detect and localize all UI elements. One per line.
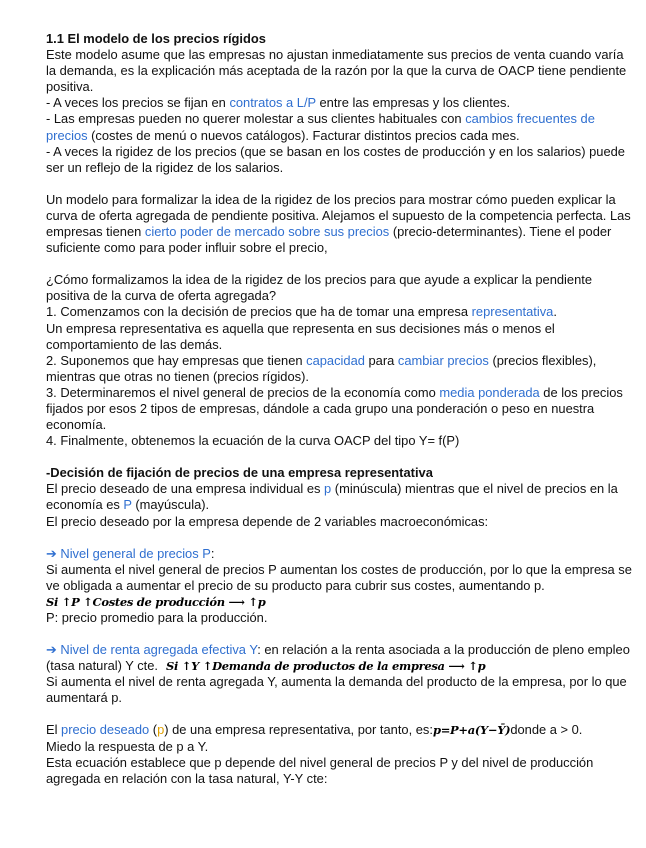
handwritten-equation: p=P+a(Y−Ȳ): [432, 723, 511, 738]
text: :: [210, 545, 215, 561]
text: .: [553, 304, 557, 320]
text: donde a > 0.: [510, 722, 583, 738]
bullet-wage-rigidity: - A veces la rigidez de los precios (que se basan en los costes de producción y en los salarios) puede ser un reflejo de la rigidez de los salarios.: [46, 143, 625, 175]
bullet-menu-costs: [46, 111, 632, 143]
highlight-income-level: ➔ Nivel de renta agregada efectiva Y: [46, 642, 258, 658]
paragraph-market-power: [46, 192, 632, 256]
highlight-representative: representativa: [471, 304, 554, 320]
text: Si aumenta el nivel general de precios P aumentan los costes de producción, por lo que la empresa se ve obligada a aumentar el precio de su producto para cubrir sus costes, aumentando p.: [46, 561, 632, 593]
highlight-change-prices: cambiar precios: [397, 352, 489, 368]
text: 3. Determinaremos el nivel general de precios de la economía como: [46, 384, 440, 400]
step-1: [46, 304, 632, 320]
highlight-price-changes: cambios frecuentes de precios: [46, 111, 595, 143]
text: (mayúscula).: [131, 497, 210, 513]
text: (costes de menú o nuevos catálogos). Facturar distintos precios cada mes.: [87, 127, 520, 143]
paragraph-desired-price-equation: [46, 722, 632, 738]
text: : en relación a la renta asociada a la producción de pleno empleo (tasa natural) Y cte.: [46, 642, 630, 674]
representative-definition: Un empresa representativa es aquella que representa en sus decisiones más o menos el comportamiento de las demás.: [46, 320, 555, 352]
text: (: [149, 722, 158, 738]
highlight-market-power: cierto poder de mercado sobre sus precios: [144, 224, 390, 240]
text: para: [364, 352, 398, 368]
text: de los precios fijados por esos 2 tipos de empresas, dándole a cada grupo una ponderación o peso en nuestra economía.: [46, 384, 623, 433]
text: Un modelo para formalizar la idea de la rigidez de los precios para mostrar cómo pueden explicar la curva de oferta agregada de pendiente positiva. Alejamos el supuesto de la competencia perfecta. Las empresas tienen: [46, 191, 631, 240]
text: ): [164, 722, 169, 738]
step-4: 4. Finalmente, obtenemos la ecuación de la curva OACP del tipo Y= f(P): [46, 433, 460, 449]
text: (precios flexibles), mientras que otras no tienen (precios rígidos).: [46, 352, 597, 384]
paragraph-income-effect: Si aumenta el nivel de renta agregada Y, aumenta la demanda del producto de la empresa, por lo que aumentará p.: [46, 674, 627, 706]
heading-price-level: [46, 546, 632, 562]
handwritten-note-demand: Si ↑Y ↑Demanda de productos de la empresa ⟶ ↑p: [166, 659, 486, 674]
highlight-desired-price: precio deseado: [61, 722, 150, 738]
text: 1. Comenzamos con la decisión de precios que ha de tomar una empresa: [46, 304, 472, 320]
text: (precio-determinantes). Tiene el poder suficiente como para poder influir sobre el precio,: [46, 224, 612, 256]
highlight-lower-p: p: [324, 481, 332, 497]
highlight-price-level: ➔ Nivel general de precios P: [46, 545, 211, 561]
text: - A veces los precios se fijan en: [46, 95, 230, 111]
paragraph-two-variables: El precio deseado por la empresa depende de 2 variables macroeconómicas:: [46, 513, 489, 529]
text: El: [46, 722, 62, 738]
text: (minúscula) mientras que el nivel de precios en la economía es: [46, 481, 618, 513]
handwritten-note-costs: Si ↑P ↑Costes de producción ⟶ ↑p: [46, 594, 266, 609]
paragraph-response: Miedo la respuesta de p a Y.: [46, 738, 209, 754]
highlight-capacity: capacidad: [306, 352, 365, 368]
price-average-definition: P: precio promedio para la producción.: [46, 610, 268, 625]
highlight-p-letter: p: [157, 722, 165, 738]
text: El precio deseado de una empresa individual es: [46, 481, 325, 497]
paragraph-question: ¿Cómo formalizamos la idea de la rigidez de los precios para que ayude a explicar la pendiente positiva de la curva de oferta agregada?: [46, 272, 593, 304]
paragraph-equation-explanation: Esta ecuación establece que p depende del nivel general de precios P y del nivel de producción agregada en relación con la tasa natural, Y-Y cte:: [46, 754, 594, 786]
text: entre las empresas y los clientes.: [315, 95, 511, 111]
section-title-rigid-prices: 1.1 El modelo de los precios rígidos: [46, 31, 266, 46]
highlight-upper-p: P: [123, 497, 132, 513]
text: de una empresa representativa, por tanto, es:: [168, 722, 433, 738]
text: - Las empresas pueden no querer molestar a sus clientes habituales con: [46, 111, 466, 127]
section-title-price-decision: -Decisión de fijación de precios de una empresa representativa: [46, 465, 433, 481]
bullet-contracts: [46, 95, 632, 111]
highlight-weighted-mean: media ponderada: [439, 384, 540, 400]
paragraph-model-intro: Este modelo asume que las empresas no ajustan inmediatamente sus precios de venta cuando varía la demanda, es la explicación más aceptada de la razón por la que la curva de OACP tiene pendiente positiva.: [46, 47, 627, 95]
step-2: [46, 353, 632, 385]
paragraph-income-level: [46, 642, 632, 674]
highlight-contracts: contratos a L/P: [229, 95, 316, 111]
paragraph-price-level: [46, 562, 632, 610]
step-3: [46, 385, 632, 433]
paragraph-desired-price: [46, 481, 632, 513]
text: 2. Suponemos que hay empresas que tienen: [46, 352, 307, 368]
